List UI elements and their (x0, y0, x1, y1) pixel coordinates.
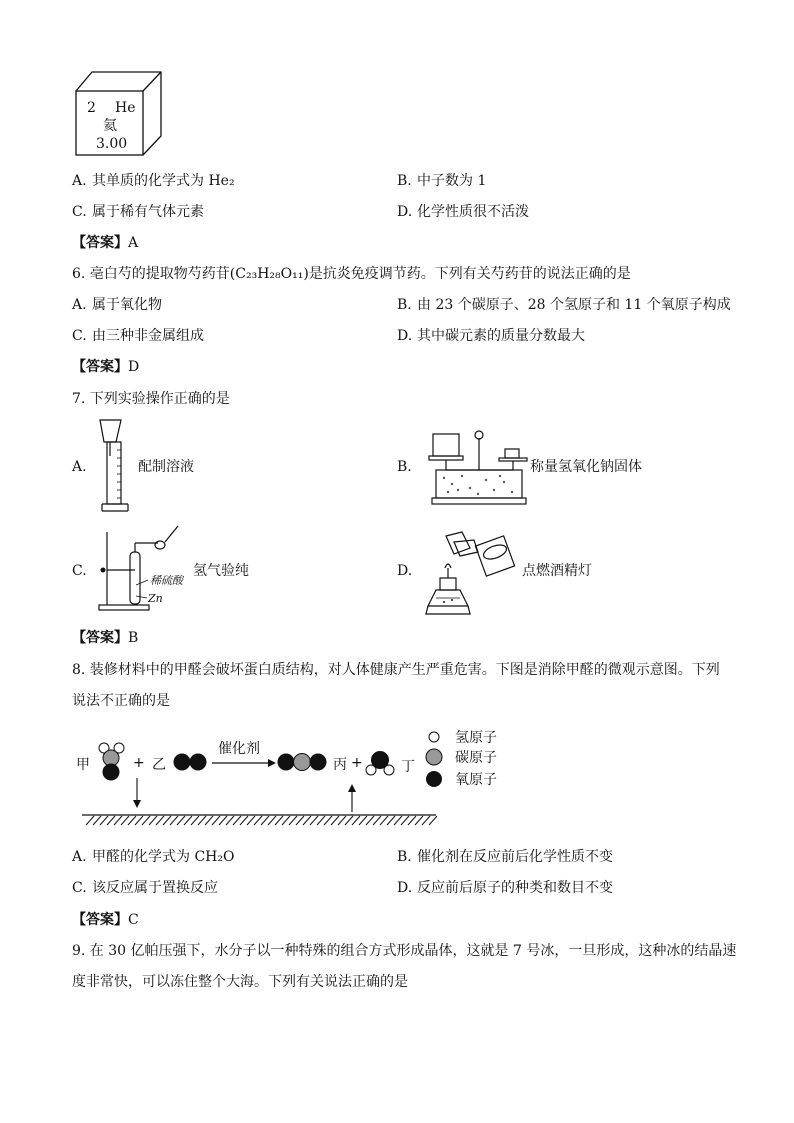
reactant-jia-label: 甲 (76, 757, 90, 773)
q8-answer (72, 911, 139, 929)
ground-hatch-mark (107, 816, 115, 825)
q5-option-d: 化学性质很不活泼 (417, 204, 529, 220)
ground-hatch-mark (296, 816, 304, 825)
reactant-yi-label: 乙 (152, 757, 166, 773)
q5-option-c: 属于稀有气体元素 (92, 204, 204, 220)
ground-hatch-mark (366, 816, 374, 825)
q5-answer-value: A (128, 235, 139, 251)
ground-hatch-mark (310, 816, 318, 825)
ground-hatch-mark (387, 816, 395, 825)
ground-hatch-mark (233, 816, 241, 825)
q7-option-b-label: B. (397, 459, 412, 475)
q8-option-a: 甲醛的化学式为 CH₂O (92, 849, 235, 865)
element-number: 2 (87, 100, 96, 116)
ground-hatch-mark (394, 816, 402, 825)
q5-option-b: 中子数为 1 (417, 173, 487, 189)
q8-option-c: 该反应属于置换反应 (92, 880, 218, 896)
ground-hatch-mark (408, 816, 416, 825)
legend-carbon-atom: 碳原子 (455, 750, 497, 766)
q6-answer-tag: 【答案】 (72, 359, 128, 375)
q7-answer-tag: 【答案】 (72, 630, 128, 646)
ground-hatch-mark (226, 816, 234, 825)
plus-sign-1: + (133, 755, 145, 771)
ground-hatch-mark (282, 816, 290, 825)
q8-option-d-label: D. (397, 880, 413, 896)
q6-stem: 6. 亳白芍的提取物芍药苷(C₂₃H₂₈O₁₁)是抗炎免疫调节药。下列有关芍药苷的说法正确的是 (72, 266, 631, 282)
ground-hatch-mark (177, 816, 185, 825)
q9-stem-line1: 9. 在 30 亿帕压强下，水分子以一种特殊的组合方式形成晶体，这就是 7 号冰，一旦形成，这种冰的结晶速 (72, 943, 737, 959)
ground-hatch-mark (429, 816, 437, 825)
ground-hatch-mark (275, 816, 283, 825)
ground-hatch-mark (289, 816, 297, 825)
element-name: 氦 (103, 118, 117, 134)
q5-option-d-label: D. (397, 204, 413, 220)
ground-hatch-mark (415, 816, 423, 825)
ground-hatch-mark (261, 816, 269, 825)
ground-hatch-mark (121, 816, 129, 825)
q5-option-b-label: B. (397, 173, 412, 189)
q8-answer-tag: 【答案】 (72, 912, 128, 928)
q7-stem: 7. 下列实验操作正确的是 (72, 391, 230, 407)
plus-sign-2: + (351, 755, 363, 771)
ground-hatch-mark (149, 816, 157, 825)
product-ding-label: 丁 (401, 759, 415, 775)
q7-option-c-label: C. (72, 563, 87, 579)
q8-option-d: 反应前后原子的种类和数目不变 (417, 880, 613, 896)
q7-c-acid-label: 稀硫酸 (150, 574, 183, 587)
ground-hatch-mark (324, 816, 332, 825)
ground-hatch-mark (184, 816, 192, 825)
ground-hatch-mark (331, 816, 339, 825)
ground-hatch-mark (359, 816, 367, 825)
q8-option-a-label: A. (72, 849, 87, 865)
ground-hatch-mark (191, 816, 199, 825)
ground-hatch-mark (142, 816, 150, 825)
q7-answer-value: B (128, 630, 139, 646)
ground-hatch-mark (380, 816, 388, 825)
q7-option-a: 配制溶液 (138, 459, 194, 475)
ground-hatch-mark (156, 816, 164, 825)
q5-option-c-label: C. (72, 204, 87, 220)
q8-stem-line1: 8. 装修材料中的甲醛会破坏蛋白质结构，对人体健康产生严重危害。下图是消除甲醛的微观示意图。下列 (72, 662, 720, 678)
ground-hatch-mark (93, 816, 101, 825)
ground-hatch-mark (401, 816, 409, 825)
q7-option-c: 氢气验纯 (193, 563, 249, 579)
ground-hatch-mark (268, 816, 276, 825)
q9-stem-line2: 度非常快，可以冻住整个大海。下列有关说法正确的是 (72, 974, 408, 990)
element-symbol: He (115, 100, 136, 116)
ground-hatch-mark (212, 816, 220, 825)
ground-hatch-mark (170, 816, 178, 825)
q7-option-a-label: A. (72, 459, 87, 475)
q7-option-d: 点燃酒精灯 (522, 563, 592, 579)
legend-oxygen-atom: 氧原子 (455, 772, 497, 788)
ground-hatch-mark (114, 816, 122, 825)
ground-hatch-mark (373, 816, 381, 825)
ground-hatch-mark (422, 816, 430, 825)
q6-option-a-label: A. (72, 297, 87, 313)
ground-hatch-mark (163, 816, 171, 825)
ground-hatch-mark (345, 816, 353, 825)
q5-option-a-label: A. (72, 173, 87, 189)
q6-option-a: 属于氧化物 (92, 297, 162, 313)
catalyst-label: 催化剂 (218, 741, 260, 757)
ground-hatch-mark (128, 816, 136, 825)
q6-option-c: 由三种非金属组成 (92, 328, 204, 344)
ground-hatch-mark (338, 816, 346, 825)
q6-option-b: 由 23 个碳原子、28 个氢原子和 11 个氧原子构成 (417, 297, 731, 313)
ground-hatch-mark (219, 816, 227, 825)
q6-option-c-label: C. (72, 328, 87, 344)
ground-hatch-mark (352, 816, 360, 825)
ground-hatch-mark (247, 816, 255, 825)
element-mass: 3.00 (96, 136, 128, 152)
q7-option-b: 称量氢氧化钠固体 (530, 459, 642, 475)
q6-answer-value: D (128, 359, 140, 375)
ground-hatch-mark (317, 816, 325, 825)
q6-option-d-label: D. (397, 328, 413, 344)
ground-hatch-mark (198, 816, 206, 825)
q5-option-a: 其单质的化学式为 He₂ (92, 173, 235, 189)
product-bing-label: 丙 (333, 757, 347, 773)
q8-stem-line2: 说法不正确的是 (72, 693, 170, 709)
q8-option-b: 催化剂在反应前后化学性质不变 (417, 849, 613, 865)
ground-hatch-mark (135, 816, 143, 825)
ground-hatch-mark (240, 816, 248, 825)
q6-option-b-label: B. (397, 297, 412, 313)
ground-hatch-mark (100, 816, 108, 825)
legend-hydrogen-atom: 氢原子 (455, 730, 497, 746)
ground-hatch-mark (303, 816, 311, 825)
q7-option-d-label: D. (397, 563, 413, 579)
q6-option-d: 其中碳元素的质量分数最大 (417, 328, 585, 344)
ground-hatch-mark (205, 816, 213, 825)
q8-answer-value: C (128, 912, 139, 928)
ground-hatch-mark (254, 816, 262, 825)
q8-option-c-label: C. (72, 880, 87, 896)
q8-option-b-label: B. (397, 849, 412, 865)
ground-hatch-mark (86, 816, 94, 825)
q5-answer-tag: 【答案】 (72, 235, 128, 251)
q7-c-metal-label: Zn (148, 592, 163, 605)
